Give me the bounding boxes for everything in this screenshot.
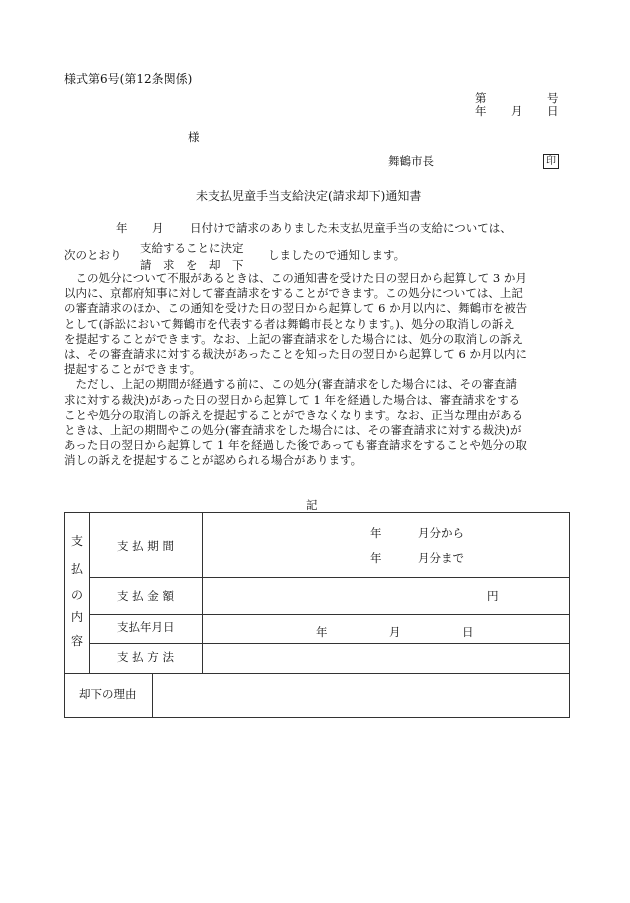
rejection-reason-label: 却下の理由 (79, 687, 137, 701)
payment-date-year: 年 (316, 625, 328, 639)
appeal-line: の審査請求のほか、この通知を受けた日の翌日から起算して 6 か月以内に、舞鶴市を被告 (64, 301, 528, 316)
form-number: 様式第6号(第12条関係) (64, 72, 193, 86)
intro-line-2-prefix: 次のとおり (64, 248, 122, 262)
appeal-line: ただし、上記の期間が経過する前に、この処分(審査請求をした場合には、その審査請 (64, 377, 517, 392)
period-label: 支 払 期 間 (117, 539, 174, 553)
intro-month: 月 (152, 221, 164, 235)
intro-line-2-suffix: しましたので通知します。 (268, 248, 406, 262)
intro-year: 年 (116, 221, 128, 235)
payment-method-label: 支 払 方 法 (117, 650, 174, 664)
appeal-line: は、その審査請求に対する裁決があったことを知った日の翌日から起算して 6 か月以内に (64, 347, 528, 362)
payment-date-label: 支払年月日 (117, 620, 175, 634)
appeal-line: として(訴訟において舞鶴市を代表する者は舞鶴市長となります。)、処分の取消しの訴え (64, 316, 515, 331)
sender-name: 舞鶴市長 (388, 154, 434, 168)
group-label-char: 容 (70, 634, 83, 648)
appeal-line: 以内に、京都府知事に対して審査請求をすることができます。この処分については、上記 (64, 286, 523, 301)
payment-date-day: 日 (462, 625, 474, 639)
payment-details-table (64, 512, 570, 718)
addressee-suffix: 様 (188, 130, 200, 144)
group-label-char: 内 (70, 610, 83, 624)
appeal-line: 求に対する裁決)があった日の翌日から起算して 1 年を経過した場合は、審査請求をする (64, 392, 520, 407)
appeal-line: 提起することができます。 (64, 362, 202, 377)
ref-number-suffix: 号 (547, 91, 559, 105)
date-year-label: 年 (475, 104, 487, 118)
option-grant: 支給することに決定 (140, 241, 244, 255)
period-from-month: 月分から (418, 526, 464, 540)
appeal-notice (64, 271, 564, 469)
document-title: 未支払児童手当支給決定(請求却下)通知書 (196, 189, 422, 203)
appeal-line: あった日の翌日から起算して 1 年を経過した後であっても審査請求をすることや処分の取 (64, 438, 527, 453)
appeal-line: この処分について不服があるときは、この通知書を受けた日の翌日から起算して 3 か月 (64, 271, 527, 285)
period-from-year: 年 (370, 526, 382, 540)
decision-options (140, 240, 244, 274)
group-label-char: の (70, 588, 83, 602)
appeal-line: を提起することができます。なお、上記の審査請求をした場合には、処分の取消しの訴え (64, 331, 524, 346)
seal-mark: 印 (543, 154, 559, 169)
period-to-month: 月分まで (418, 551, 464, 565)
ref-number-prefix: 第 (475, 91, 487, 105)
amount-label: 支 払 金 額 (117, 589, 174, 603)
appeal-line: ときは、上記の期間やこの処分(審査請求をした場合には、その審査請求に対する裁決)が (64, 423, 522, 438)
period-to-year: 年 (370, 551, 382, 565)
group-label-char: 払 (70, 562, 83, 576)
date-day-label: 日 (547, 104, 559, 118)
option-reject: 請 求 を 却 下 (140, 258, 244, 272)
payment-date-month: 月 (389, 625, 401, 639)
intro-line-1: 日付けで請求のありました未支払児童手当の支給については、 (190, 221, 512, 235)
date-month-label: 月 (511, 104, 523, 118)
group-label-char: 支 (70, 534, 83, 548)
amount-unit: 円 (487, 589, 499, 603)
appeal-line: ことや処分の取消しの訴えを提起することができなくなります。なお、正当な理由がある (64, 407, 524, 422)
appeal-line: 消しの訴えを提起することが認められる場合があります。 (64, 453, 363, 468)
ki-heading: 記 (306, 498, 318, 512)
